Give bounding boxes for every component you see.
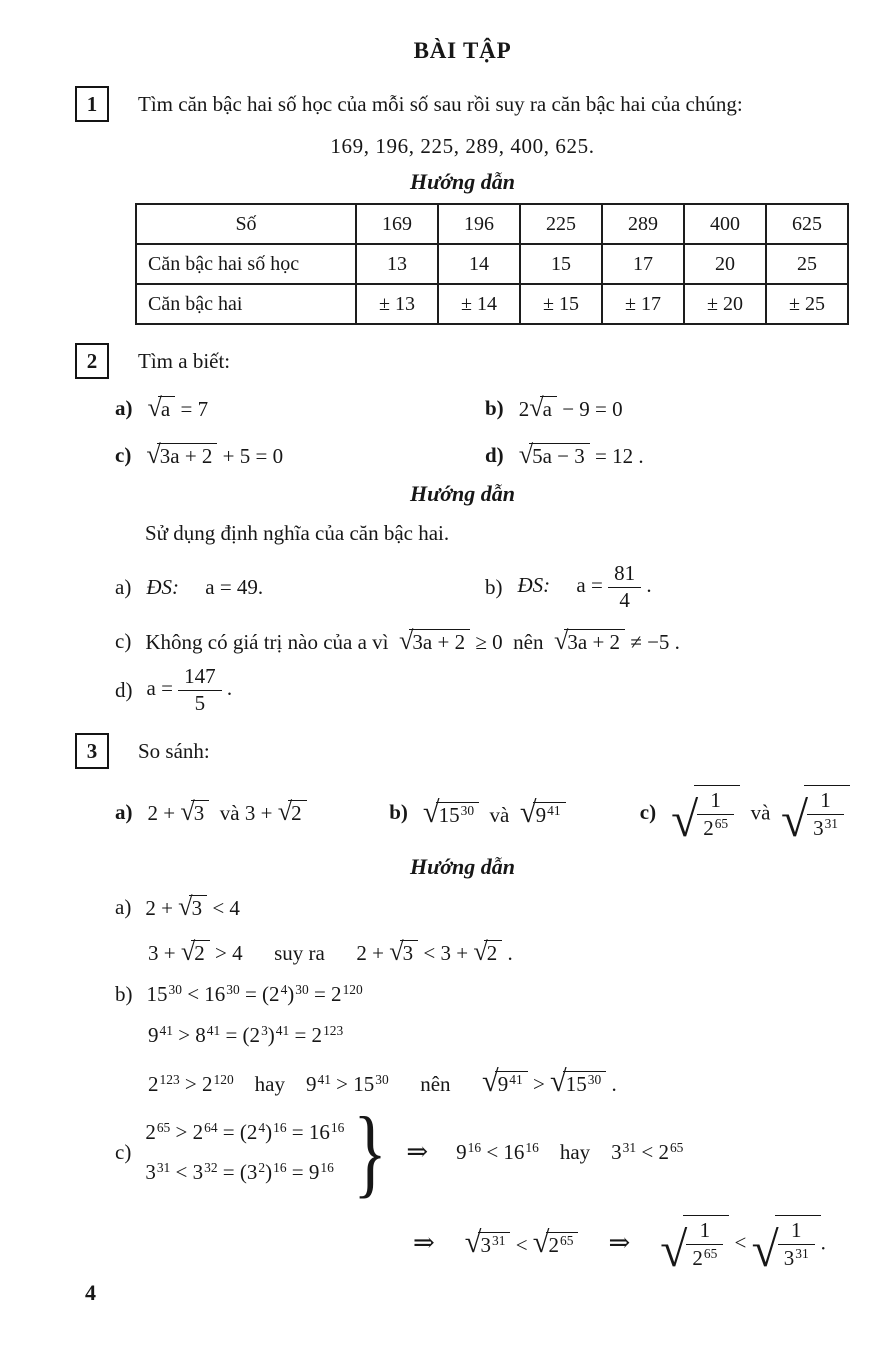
equation-item-2d (485, 442, 644, 469)
page-number: 4 (85, 1280, 96, 1305)
item-label: d) (485, 443, 504, 467)
item-label: c) (115, 443, 132, 467)
implies-arrow-icon: ⇒ (608, 1227, 631, 1257)
guide-3a-line-2 (148, 939, 850, 966)
system-brace: } (353, 1096, 388, 1208)
table-cell: ± 20 (684, 284, 766, 324)
math-expression: √ $\frac{1}{2^{65}}$ < √ $\frac{1}{3^{31}}$ . (660, 1215, 826, 1270)
problem-2-row-cd (115, 442, 850, 469)
math-expression: $3^{31} < 3^{32} = (3^2)^{16} = 9^{16}$ (145, 1159, 334, 1184)
guide-3c-group (115, 1096, 850, 1208)
item-label: a) (115, 574, 132, 599)
item-label: b) (485, 396, 504, 420)
table-row (136, 244, 848, 284)
equation-item-3a (115, 799, 389, 826)
problem-3-header (75, 733, 850, 769)
table-cell: ± 25 (766, 284, 848, 324)
item-label: b) (485, 574, 503, 599)
table-header-cell: 289 (602, 204, 684, 244)
problem-2-header (75, 343, 850, 379)
table-cell: 14 (438, 244, 520, 284)
math-expression: $2^{65} > 2^{64} = (2^4)^{16} = 16^{16}$ (145, 1119, 345, 1144)
equation-item-3b (389, 797, 640, 828)
table-cell: ± 17 (602, 284, 684, 324)
math-expression: ĐS: a = 49. (146, 574, 264, 599)
table-header-cell: 625 (766, 204, 848, 244)
table-cell: 15 (520, 244, 602, 284)
table-header-cell: 196 (438, 204, 520, 244)
math-expression: $15^{30} < 16^{30} = (2^4)^{30} = 2^{120}$ (146, 982, 363, 1007)
guide-3a-line-1 (115, 894, 850, 921)
math-expression: 2 + √3 và 3 + √2 (148, 799, 307, 826)
math-expression: Không có giá trị nào của a vì √3a + 2 ≥ 0 nên √3a + 2 ≠ −5 . (145, 626, 680, 656)
math-expression: a = $\frac{147}{5}$ . (146, 664, 233, 715)
table-cell: Căn bậc hai (136, 284, 356, 324)
guide-item-2b (485, 562, 652, 612)
table-cell: ± 14 (438, 284, 520, 324)
problem-1-header (75, 86, 850, 122)
math-expression: 2 + √3 < 4 (145, 892, 240, 922)
guide-3b-line-1 (115, 982, 850, 1007)
guide-item-2a (115, 575, 485, 600)
problem-1-number-badge: 1 (75, 86, 109, 122)
guide-item-2c (115, 628, 850, 655)
solution-table (135, 203, 849, 325)
guide-3b-line-3 (148, 1066, 850, 1097)
math-expression: 3 + √2 > 4 suy ra 2 + √3 < 3 + √2 . (148, 937, 513, 967)
math-expression: $√3^{31} < √2^{65}$ (465, 1227, 579, 1258)
math-expression: 2√a − 9 = 0 (518, 393, 623, 422)
item-label: d) (115, 677, 133, 702)
math-expression: √a = 7 (147, 393, 209, 422)
math-expression: ĐS: a = $\frac{81}{4}$ . (517, 561, 652, 612)
table-row (136, 284, 848, 324)
equation-item-2a (115, 395, 485, 422)
table-cell: Căn bậc hai số học (136, 244, 356, 284)
page-title: BÀI TẬP (413, 38, 512, 63)
table-cell: 25 (766, 244, 848, 284)
problem-2-row-ab (115, 395, 850, 422)
math-expression: $2^{123} > 2^{120}$ hay $9^{41} > 15^{30}$ nên $√9^{41} > √15^{30}$ . (148, 1064, 617, 1099)
guide-item-2d (115, 665, 850, 715)
guide-heading-3: Hướng dẫn (409, 854, 516, 880)
guide-heading-2: Hướng dẫn (409, 481, 516, 506)
item-label: b) (115, 982, 133, 1007)
equation-item-2c (115, 442, 485, 469)
problem-3-items-row (115, 785, 850, 847)
problem-1-statement: Tìm căn bậc hai số học của mỗi số sau rồi suy ra căn bậc hai của chúng: (138, 91, 743, 116)
math-expression: √ $\frac{1}{2^{65}}$ và √ $\frac{1}{3^{31}}$ (671, 785, 850, 840)
math-expression: $9^{16} < 16^{16}$ hay $3^{31} < 2^{65}$ (456, 1139, 684, 1164)
item-label: a) (115, 800, 133, 825)
item-label: c) (115, 629, 132, 654)
implies-arrow-icon: ⇒ (413, 1227, 435, 1257)
table-header-cell: Số (136, 204, 356, 244)
equation-item-2b (485, 395, 623, 422)
math-expression: √3a + 2 + 5 = 0 (146, 440, 284, 469)
table-header-cell: 225 (520, 204, 602, 244)
problem-3-statement: So sánh: (138, 738, 210, 763)
problem-2-number-badge: 2 (75, 343, 109, 379)
math-expression: √5a − 3 = 12 . (518, 440, 644, 469)
table-cell: 20 (684, 244, 766, 284)
table-cell: ± 13 (356, 284, 438, 324)
guide-2-intro: Sử dụng định nghĩa của căn bậc hai. (145, 521, 450, 545)
math-expression: $√15^{30}$ và $√9^{41}$ (423, 797, 566, 828)
guide-heading-1: Hướng dẫn (409, 169, 516, 194)
guide-3b-line-2 (148, 1023, 850, 1048)
guide-2-row-ab (115, 562, 850, 612)
table-cell: 13 (356, 244, 438, 284)
item-label: c) (639, 800, 657, 825)
problem-3-number-badge: 3 (75, 733, 109, 769)
equation-system (145, 1120, 344, 1185)
item-label: b) (389, 800, 408, 825)
table-row (136, 204, 848, 244)
guide-3c-final-line (413, 1215, 850, 1277)
item-label: c) (115, 1139, 132, 1164)
problem-1-numbers-line: 169, 196, 225, 289, 400, 625. (330, 134, 595, 158)
table-cell: ± 15 (520, 284, 602, 324)
table-header-cell: 169 (356, 204, 438, 244)
table-header-cell: 400 (684, 204, 766, 244)
item-label: a) (115, 396, 133, 420)
item-label: a) (115, 895, 132, 920)
table-cell: 17 (602, 244, 684, 284)
equation-item-3c (639, 785, 850, 847)
math-expression: $9^{41} > 8^{41} = (2^3)^{41} = 2^{123}$ (148, 1023, 344, 1048)
problem-2-statement: Tìm a biết: (138, 348, 231, 373)
implies-arrow-icon: ⇒ (406, 1137, 429, 1167)
